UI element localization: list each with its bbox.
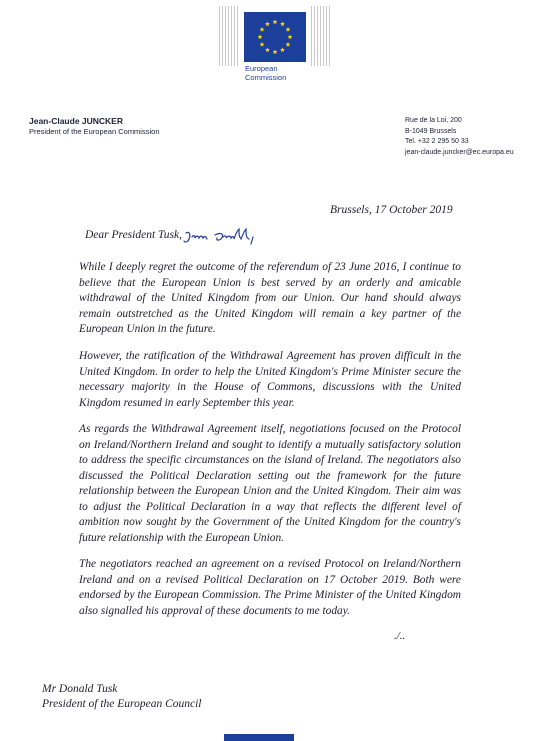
address-block	[405, 116, 514, 158]
recipient-block	[42, 682, 201, 712]
eu-star-icon	[273, 49, 278, 54]
eu-star-icon	[286, 27, 291, 32]
eu-star-icon	[260, 42, 265, 47]
eu-star-icon	[286, 42, 291, 47]
sender-block	[29, 116, 160, 137]
letter-date: Brussels, 17 October 2019	[330, 204, 453, 216]
recipient-name: Mr Donald Tusk	[42, 683, 118, 695]
paragraph-2: However, the ratification of the Withdrawal Agreement has proven difficult in the United Kingdom. In order to help the United Kingdom's Prime Minister secure the necessary majority in the House of Commons, discussions with the United Kingdom resumed in early September this year.	[79, 350, 461, 409]
sender-title: President of the European Commission	[29, 127, 160, 136]
eu-star-icon	[280, 21, 285, 26]
eu-star-icon	[260, 27, 265, 32]
salutation: Dear President Tusk,	[85, 229, 182, 241]
eu-flag-icon	[244, 12, 306, 62]
address-email: jean-claude.juncker@ec.europa.eu	[405, 148, 514, 156]
eu-star-icon	[265, 47, 270, 52]
address-street: Rue de la Loi, 200	[405, 117, 462, 124]
berlaymont-building-right	[311, 6, 331, 66]
berlaymont-building-left	[219, 6, 239, 66]
recipient-title: President of the European Council	[42, 698, 202, 710]
european-commission-logo	[219, 6, 331, 82]
address-phone: Tel. +32 2 295 50 33	[405, 138, 469, 145]
eu-star-icon	[273, 19, 278, 24]
page-continuation-mark: ./..	[394, 630, 406, 642]
address-city: B-1049 Brussels	[405, 127, 457, 135]
paragraph-4: The negotiators reached an agreement on a revised Protocol on Ireland/Northern Ireland and on a revised Political Declaration on 17 October 2019. Both were endorsed by the European Commission. The Prime Minister of the United Kingdom also signalled his approval of these documents to me today.	[79, 558, 461, 617]
eu-star-icon	[280, 47, 285, 52]
logo-text-line1: European	[245, 64, 278, 73]
eu-star-icon	[265, 21, 270, 26]
logo-text-line2: Commission	[245, 73, 287, 82]
eu-star-icon	[258, 34, 263, 39]
eu-star-icon	[288, 34, 293, 39]
handwritten-greeting-signature	[183, 225, 259, 247]
footer-bar	[224, 734, 294, 741]
sender-name: Jean-Claude JUNCKER	[29, 116, 123, 126]
paragraph-3: As regards the Withdrawal Agreement itself, negotiations focused on the Protocol on Ireland/Northern Ireland and sought to identify a mutually satisfactory solution to address the specific circumstances on the island of Ireland. The negotiators also discussed the Political Declaration setting out the framework for the future relationship between the European Union and the United Kingdom. Their aim was to adjust the Political Declaration in a way that reflects the different level of ambition now sought by the Government of the United Kingdom for the country's future relationship with the European Union.	[79, 423, 461, 544]
paragraph-1: While I deeply regret the outcome of the referendum of 23 June 2016, I continue to believe that the European Union is best served by an orderly and amicable withdrawal of the United Kingdom from our Union. Our hand should always remain outstretched as the United Kingdom will remain a key partner of the European Union in the future.	[79, 261, 461, 335]
